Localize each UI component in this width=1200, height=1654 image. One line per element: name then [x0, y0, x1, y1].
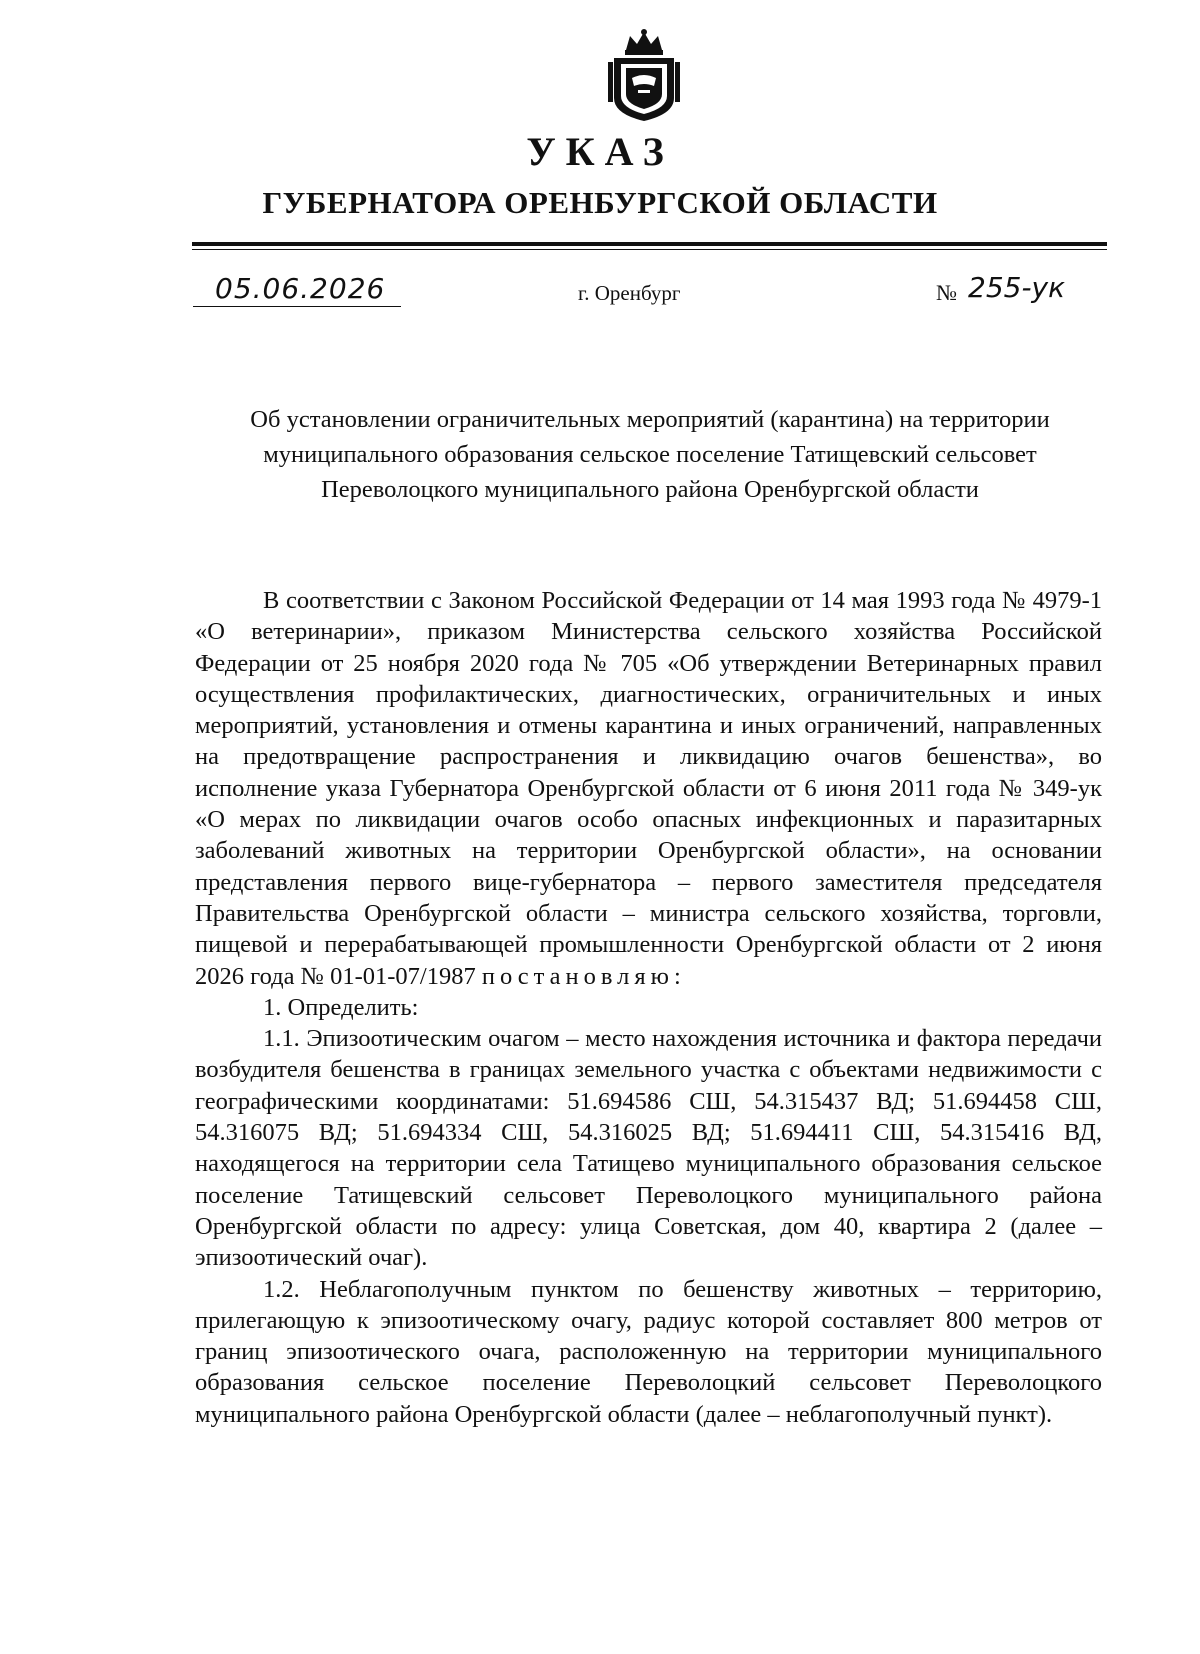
date-underline — [193, 306, 401, 307]
item-1: 1. Определить: — [263, 993, 419, 1021]
decree-city: г. Оренбург — [578, 281, 681, 305]
decree-title: Об установлении ограничительных мероприятий (карантина) на территории муниципального образования сельское поселение Татищевский сельсовет Переволоцкого муниципального района Оренбургской области — [250, 406, 1050, 503]
number-label: № — [936, 280, 957, 305]
decree-word: постановляю: — [481, 962, 686, 990]
item-1-2: 1.2. Неблагополучным пунктом по бешенству животных – территорию, прилегающую к эпизоотическому очагу, радиус которой составляет 800 метров от границ эпизоотического очага, расположенную на территории муниципального образования сельское поселение Переволоцкий сельсовет Переволоцкого муниципального района Оренбургской области (далее – неблагополучный пункт). — [195, 1275, 1102, 1428]
coat-of-arms-icon — [608, 28, 680, 124]
preamble-text: В соответствии с Законом Российской Федерации от 14 мая 1993 года № 4979-1 «О ветеринарии», приказом Министерства сельского хозяйства Российской Федерации от 25 ноября 2020 года № 705 «Об утверждении Ветеринарных правил осуществления профилактических, диагностических, ограничительных и иных мероприятий, установления и отмены карантина и иных ограничений, направленных на предотвращение распространения и ликвидацию очагов бешенства», во исполнение указа Губернатора Оренбургской области от 6 июня 2011 года № 349-ук «О мерах по ликвидации очагов особо опасных инфекционных и паразитарных заболеваний животных на территории Оренбургской области», на основании представления первого вице-губернатора – первого заместителя председателя Правительства Оренбургской области – министра сельского хозяйства, торговли, пищевой и перерабатывающей промышленности Оренбургской области от 2 июня 2026 года № 01-01-07/1987 — [195, 587, 1102, 990]
decree-number: 255-ук — [968, 271, 1066, 304]
issuing-authority-heading: ГУБЕРНАТОРА ОРЕНБУРГСКОЙ ОБЛАСТИ — [262, 185, 938, 220]
header-divider-thick — [192, 242, 1107, 246]
document-type-heading: УКАЗ — [526, 129, 674, 174]
preamble-paragraph — [195, 585, 1102, 992]
decree-date: 05.06.2026 — [215, 272, 386, 305]
decree-body — [195, 585, 1102, 1430]
header-divider-thin — [192, 249, 1107, 250]
item-1-1: 1.1. Эпизоотическим очагом – место нахождения источника и фактора передачи возбудителя бешенства в границах земельного участка с объектами недвижимости с географическими координатами: 51.694586 СШ, 54.315437 ВД; 51.694458 СШ, 54.316075 ВД; 51.694334 СШ, 54.316025 ВД; 51.694411 СШ, 54.315416 ВД, находящегося на территории села Татищево муниципального образования сельское поселение Татищевский сельсовет Переволоцкого муниципального района Оренбургской области по адресу: улица Советская, дом 40, квартира 2 (далее – эпизоотический очаг). — [195, 1025, 1102, 1272]
